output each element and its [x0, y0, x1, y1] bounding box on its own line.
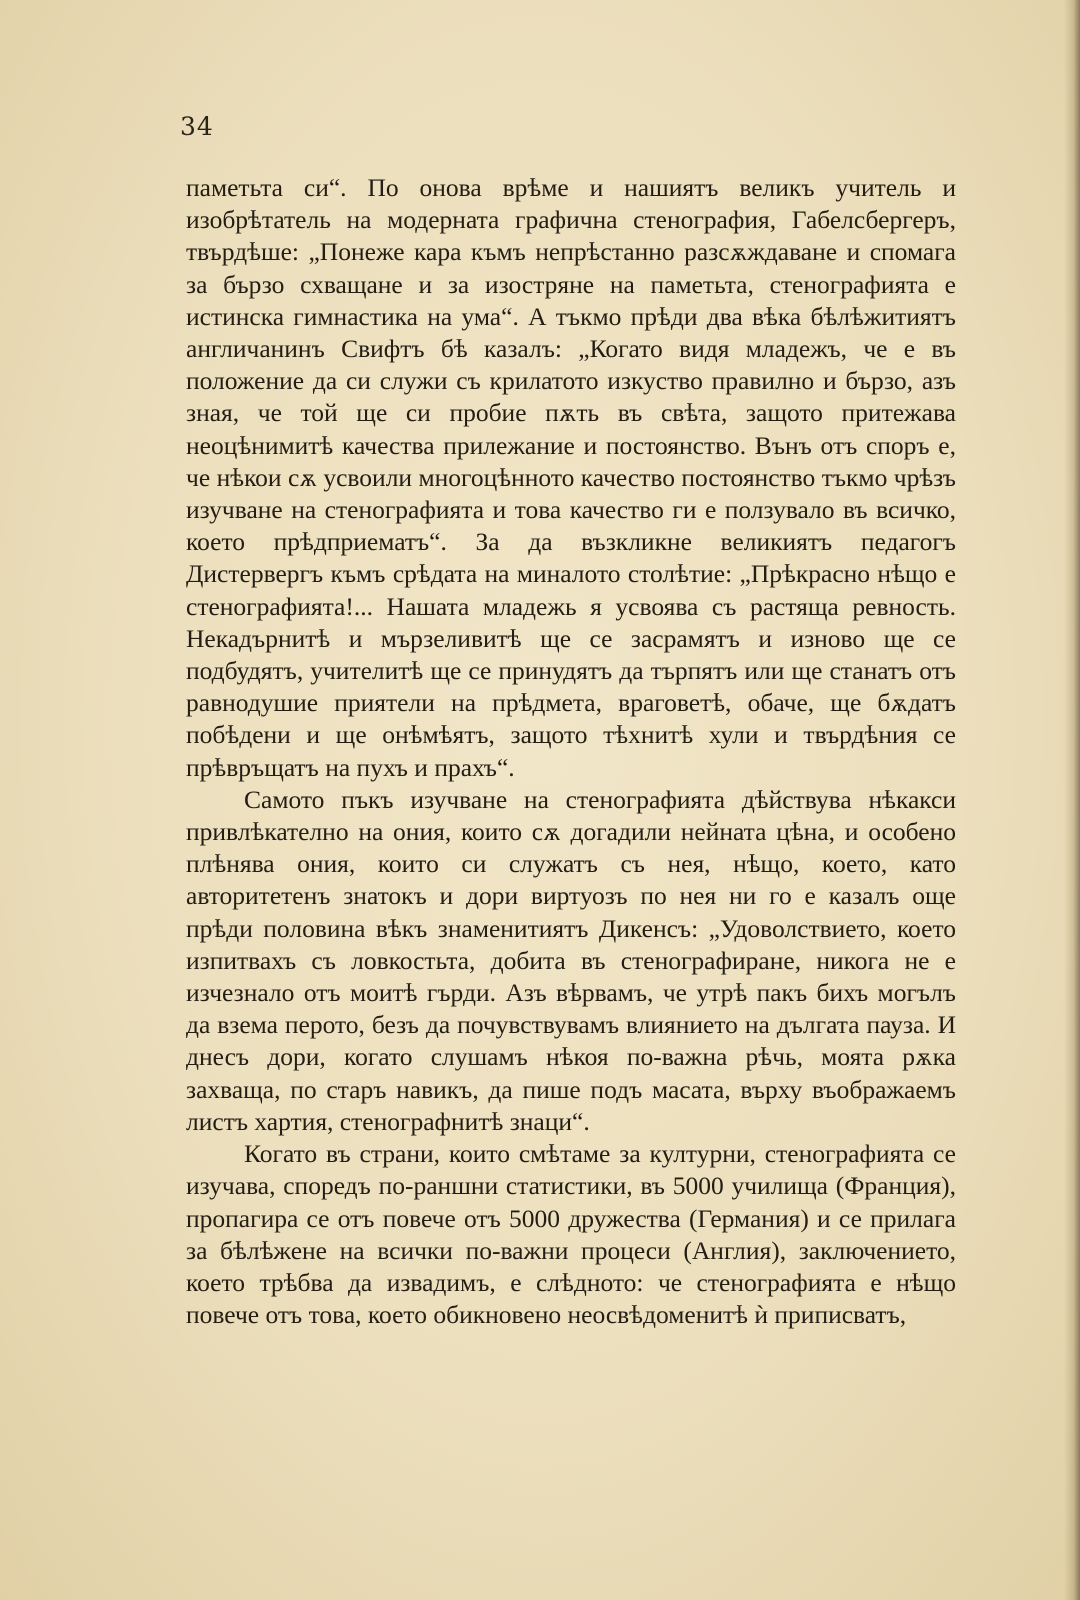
page-number: 34	[180, 112, 214, 141]
page-edge-shadow	[1064, 0, 1080, 1600]
paragraph-1: паметьта си“. По онова врѣме и нашиятъ великъ учитель и изобрѣтатель на модерната графична стенография, Габелсбергеръ, твърдѣше: „Понеже кара къмъ непрѣстанно разсѫждаване и спомага за бързо схващане и за изостряне на паметьта, стенографията е истинска гимнастика на ума“. А тъкмо прѣди два вѣка бѣлѣжитиятъ англичанинъ Свифтъ бѣ казалъ: „Когато видя младежъ, че е въ положение да си служи съ крилатото изкуство правилно и бързо, азъ зная, че той ще си пробие пѫть въ свѣта, защото притежава неоцѣнимитѣ качества прилежание и постоянство. Вънъ отъ споръ е, че нѣкои сѫ усвоили многоцѣнното качество постоянство тъкмо чрѣзъ изучване на стенографията и това качество ги е ползувало въ всичко, което прѣдприематъ“. За да възкликне великиятъ педагогъ Дистервергъ къмъ срѣдата на миналото столѣтие: „Прѣкрасно нѣщо е стенографията!... Нашата младежь я усвоява съ растяща ревность. Некадърнитѣ и мързеливитѣ ще се засрамятъ и изново ще се подбудятъ, учителитѣ ще се принудятъ да търпятъ или ще станатъ отъ равнодушие приятели на прѣдмета, враговетѣ, обаче, ще бѫдатъ побѣдени и ще онѣмѣятъ, защото тѣхнитѣ хули и твърдѣния се прѣвръщатъ на пухъ и прахъ“.	[186, 173, 956, 782]
body-text	[186, 172, 956, 1331]
paragraph-2: Самото пъкъ изучване на стенографията дѣйствува нѣкакси привлѣкателно на ония, които сѫ догадили нейната цѣна, и особено плѣнява ония, които си служатъ съ нея, нѣщо, което, като авторитетенъ знатокъ и дори виртуозъ по нея ни го е казалъ още прѣди половина вѣкъ знаменитиятъ Дикенсъ: „Удоволствието, което изпитвахъ съ ловкостьта, добита въ стенографиране, никога не е изчезнало отъ моитѣ гърди. Азъ вѣрвамъ, че утрѣ пакъ бихъ могълъ да взема перото, безъ да почувствувамъ влиянието на дългата пауза. И днесъ дори, когато слушамъ нѣкоя по-важна рѣчь, моята рѫка захваща, по старъ навикъ, да пише подъ масата, върху въображаемъ листъ хартия, стенографнитѣ знаци“.	[186, 784, 956, 1136]
paragraph-3: Когато въ страни, които смѣтаме за културни, стенографията се изучава, споредъ по-раншни статистики, въ 5000 училища (Франция), пропагира се отъ повече отъ 5000 дружества (Германия) и се прилага за бѣлѣжене на всички по-важни процеси (Англия), заключението, което трѣбва да извадимъ, е слѣдното: че стенографията е нѣщо повече отъ това, което обикновено неосвѣдоменитѣ ѝ приписватъ,	[186, 1139, 956, 1330]
